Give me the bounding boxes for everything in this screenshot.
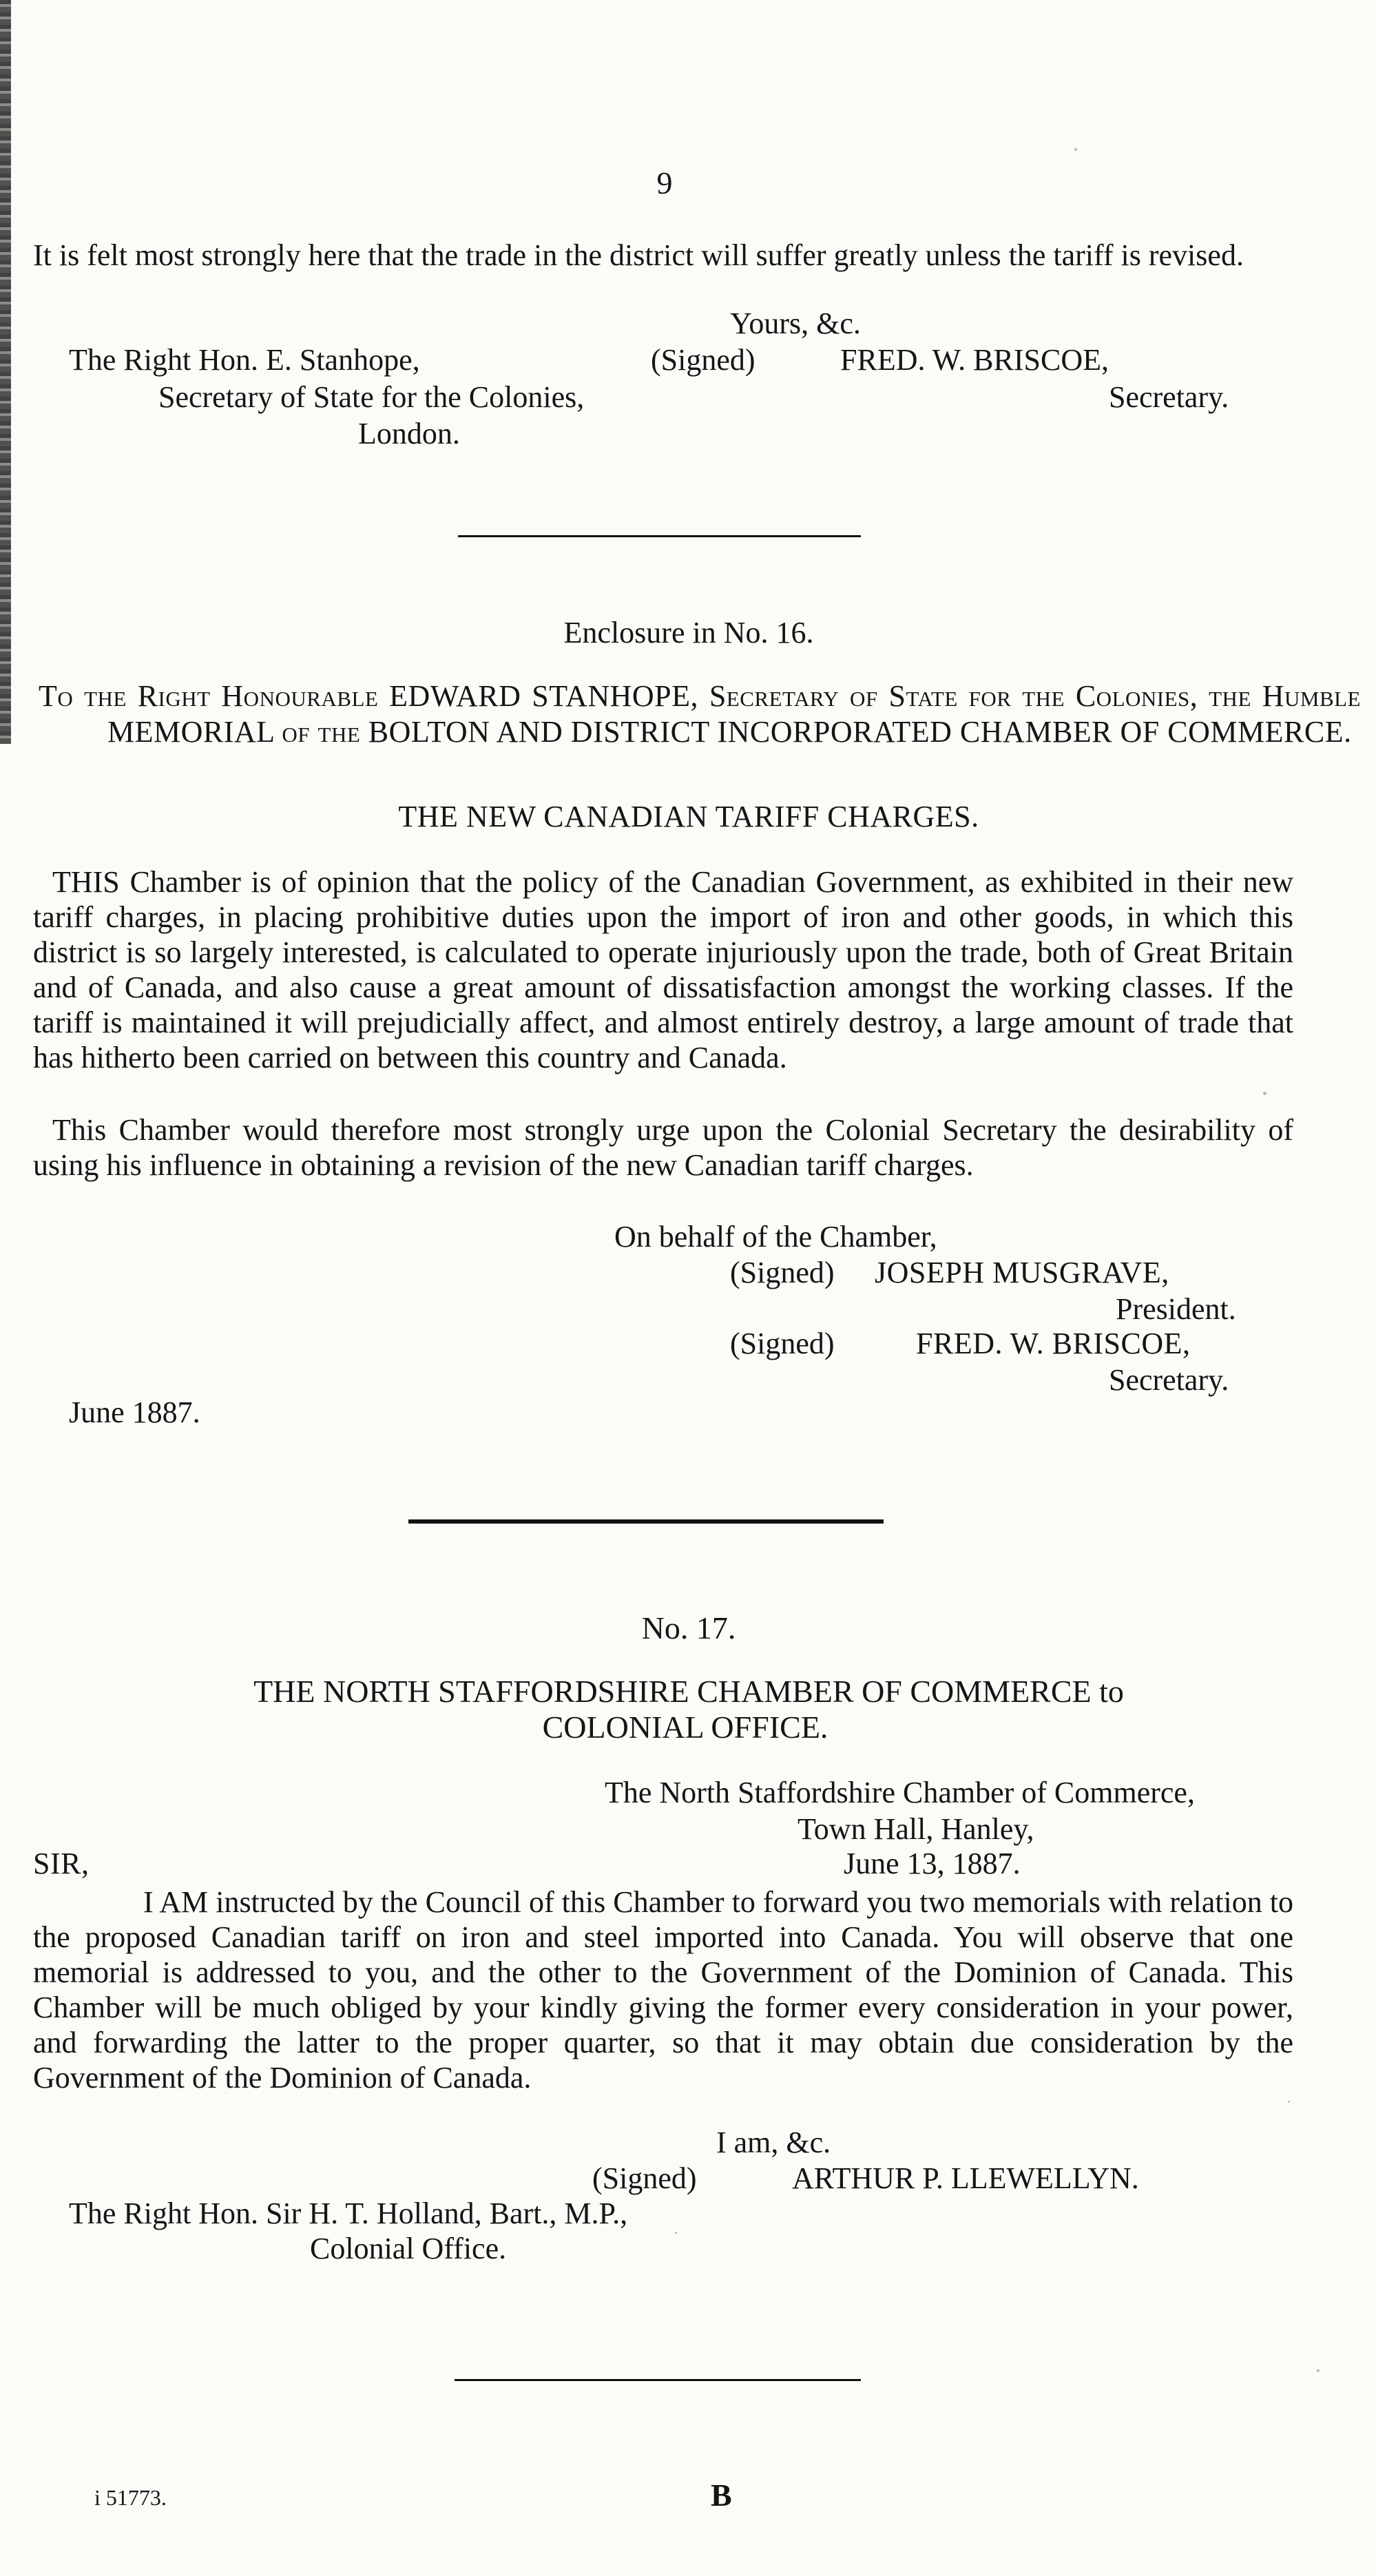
memorial-address: To the Right Honourable EDWARD STANHOPE, Secretary of State for the Colonies, the Humble MEMORIAL of the BOLTON AND DISTRICT INCORPORATED CHAMBER OF COMMERCE. (39, 679, 1361, 749)
signatory-name: ARTHUR P. LLEWELLYN. (792, 2161, 1139, 2195)
signatory-title: Secretary. (1109, 380, 1229, 414)
salutation: SIR, (33, 1847, 90, 1880)
letter-recipient-line: London. (358, 417, 460, 450)
sender-address-line: Town Hall, Hanley, (798, 1812, 1034, 1846)
letter-recipient-line: The Right Hon. E. Stanhope, (69, 343, 420, 377)
signed-marker: (Signed) (730, 1327, 835, 1360)
letter-recipient-line: The Right Hon. Sir H. T. Holland, Bart., M.P., (69, 2196, 628, 2230)
secretary-name: FRED. W. BRISCOE, (916, 1327, 1191, 1360)
scan-speck (1263, 1092, 1266, 1095)
letter-date: June 13, 1887. (844, 1847, 1021, 1880)
memorial-date: June 1887. (69, 1395, 200, 1429)
page-number: 9 (656, 165, 673, 200)
section-rule (458, 535, 861, 537)
letter-recipient-line: Secretary of State for the Colonies, (158, 380, 585, 414)
enclosure-heading: Enclosure in No. 16. (563, 616, 814, 650)
section-rule (408, 1519, 884, 1524)
letter-title: COLONIAL OFFICE. (542, 1710, 828, 1745)
letter-complimentary-close: I am, &c. (716, 2126, 831, 2159)
letter-number: No. 17. (641, 1610, 736, 1645)
scan-speck (1288, 2101, 1290, 2103)
behalf-line: On behalf of the Chamber, (614, 1220, 937, 1254)
sender-address-line: The North Staffordshire Chamber of Commerce, (605, 1776, 1195, 1809)
section-rule (455, 2379, 861, 2381)
president-name: JOSEPH MUSGRAVE, (875, 1256, 1169, 1289)
memorial-subheading: THE NEW CANADIAN TARIFF CHARGES. (398, 800, 979, 833)
president-title: President. (1116, 1292, 1236, 1326)
letter-closing-paragraph: It is felt most strongly here that the trade in the district will suffer greatly unless the tariff is revised. (33, 238, 1244, 272)
footer-code: i 51773. (94, 2485, 167, 2510)
memorial-paragraph: This Chamber would therefore most strongly urge upon the Colonial Secretary the desirability of using his influence in obtaining a revision of the new Canadian tariff charges. (33, 1113, 1293, 1182)
signatory-name: FRED. W. BRISCOE, (840, 343, 1109, 377)
signed-marker: (Signed) (651, 343, 755, 377)
scanned-page-edge (0, 0, 11, 744)
memorial-paragraph: THIS Chamber is of opinion that the policy of the Canadian Government, as exhibited in their new tariff charges, in placing prohibitive duties upon the import of iron and other goods, in which this district is so largely interested, is calculated to operate injuriously upon the trade, both of Great Britain and of Canada, and also cause a great amount of dissatisfaction amongst the working classes. If the tariff is maintained it will prejudicially affect, and almost entirely destroy, a large amount of trade that has hitherto been carried on between this country and Canada. (33, 865, 1293, 1074)
letter-title: THE NORTH STAFFORDSHIRE CHAMBER OF COMMERCE to (253, 1674, 1124, 1709)
letter-body: I AM instructed by the Council of this Chamber to forward you two memorials with relation to the proposed Canadian tariff on iron and steel imported into Canada. You will observe that one memorial is addressed to you, and the other to the Government of the Dominion of Canada. This Chamber will be much obliged by your kindly giving the former every consideration in your power, and forwarding the latter to the proper quarter, so that it may obtain due consideration by the Government of the Dominion of Canada. (33, 1885, 1293, 2095)
letter-recipient-line: Colonial Office. (310, 2232, 507, 2265)
footer-signature: B (711, 2478, 732, 2513)
scan-speck (1317, 2369, 1320, 2372)
letter-complimentary-close: Yours, &c. (730, 307, 861, 340)
scan-speck (675, 2232, 677, 2234)
signed-marker: (Signed) (730, 1256, 835, 1289)
secretary-title: Secretary. (1109, 1363, 1229, 1397)
scan-speck (1074, 148, 1077, 151)
signed-marker: (Signed) (592, 2161, 697, 2195)
